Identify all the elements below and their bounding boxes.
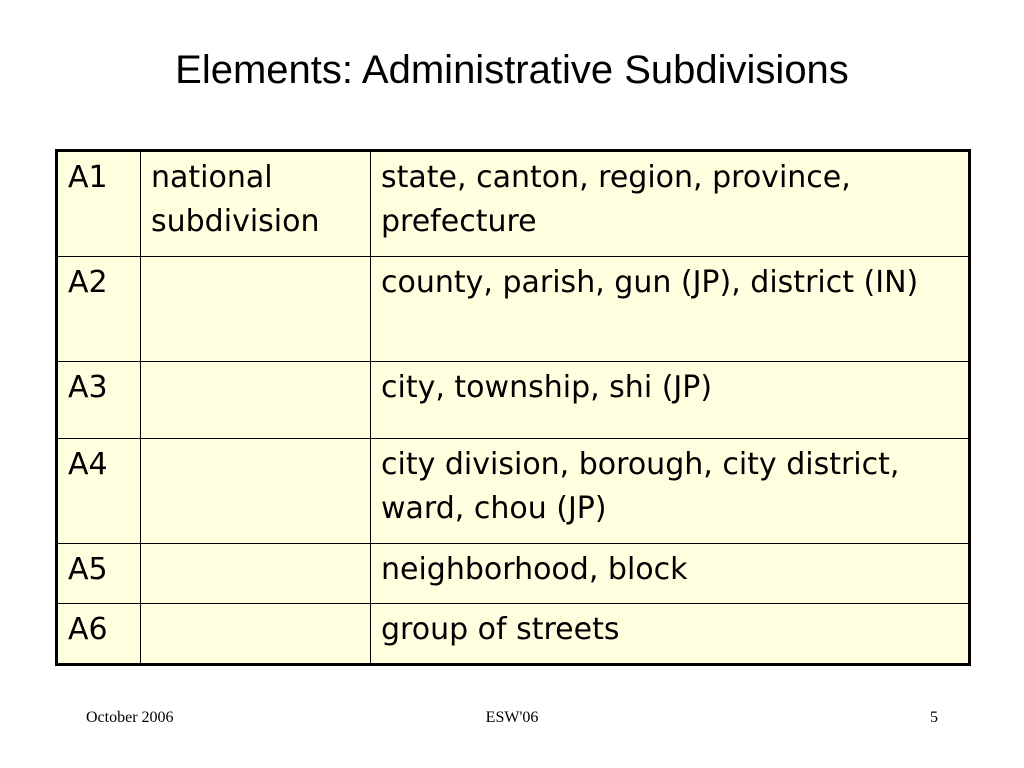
slide-title: Elements: Administrative Subdivisions (175, 48, 849, 92)
row-name-cell (141, 362, 371, 439)
row-examples-cell: city division, borough, city district, ward, chou (JP) (371, 439, 970, 544)
table-row (57, 544, 970, 604)
footer-event: ESW'06 (485, 709, 539, 726)
row-name-cell (141, 439, 371, 544)
row-code-cell: A2 (57, 257, 141, 362)
footer-date: October 2006 (86, 709, 174, 726)
row-examples-cell: county, parish, gun (JP), district (IN) (371, 257, 970, 362)
row-name-cell: national subdivision (141, 151, 371, 257)
row-code-cell: A4 (57, 439, 141, 544)
table-row (57, 439, 970, 544)
row-code-cell: A5 (57, 544, 141, 604)
row-examples-cell: neighborhood, block (371, 544, 970, 604)
table-row (57, 151, 970, 257)
row-code-cell: A3 (57, 362, 141, 439)
row-name-cell (141, 544, 371, 604)
row-examples-cell: group of streets (371, 604, 970, 665)
table-row (57, 604, 970, 665)
table-row (57, 362, 970, 439)
row-code-cell: A6 (57, 604, 141, 665)
row-examples-cell: city, township, shi (JP) (371, 362, 970, 439)
row-name-cell (141, 257, 371, 362)
row-examples-cell: state, canton, region, province, prefecture (371, 151, 970, 257)
row-name-cell (141, 604, 371, 665)
footer-page-number: 5 (930, 709, 938, 726)
table-row (57, 257, 970, 362)
row-code-cell: A1 (57, 151, 141, 257)
subdivision-table (55, 149, 971, 666)
